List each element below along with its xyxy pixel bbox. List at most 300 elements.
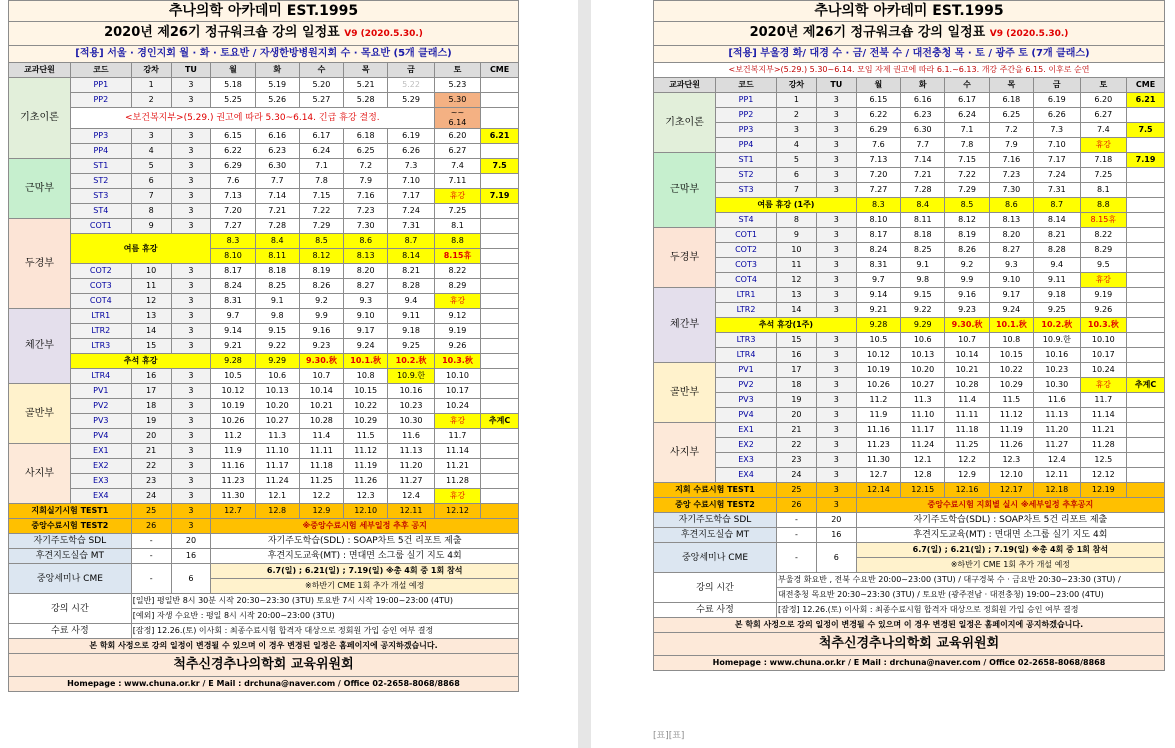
schedule-cell: 5 — [131, 159, 171, 174]
schedule-cell: 1 — [776, 93, 816, 108]
schedule-cell: 7.16 — [989, 153, 1033, 168]
schedule-cell: 9.19 — [1080, 288, 1127, 303]
schedule-cell — [1127, 468, 1165, 483]
schedule-cell: 9.3 — [989, 258, 1033, 273]
schedule-cell: 11.25 — [299, 474, 343, 489]
break-date: 9.29 — [901, 318, 945, 333]
schedule-cell: EX1 — [716, 423, 777, 438]
schedule-cell: 7.6 — [211, 174, 255, 189]
schedule-cell — [481, 369, 519, 384]
table-row — [9, 204, 519, 219]
schedule-cell: 11.26 — [989, 438, 1033, 453]
schedule-cell: 12.10 — [344, 504, 388, 519]
schedule-cell: 7.21 — [255, 204, 299, 219]
schedule-cell: 8.17 — [856, 228, 900, 243]
schedule-cell — [481, 339, 519, 354]
mt-text: 후견지도교육(MT) : 면대면 소그룹 실기 지도 4회 — [856, 528, 1164, 543]
schedule-cell — [481, 504, 519, 519]
schedule-cell: 15 — [776, 333, 816, 348]
schedule-cell: 12.16 — [945, 483, 989, 498]
schedule-cell — [481, 264, 519, 279]
schedule-cell: 7.14 — [255, 189, 299, 204]
schedule-cell: 3 — [816, 243, 856, 258]
schedule-cell: 10.16 — [1034, 348, 1081, 363]
schedule-cell: 6.24 — [945, 108, 989, 123]
chuseok-break: 추석 휴강(1주) — [716, 318, 857, 333]
schedule-cell — [481, 309, 519, 324]
schedule-cell: 11.9 — [856, 408, 900, 423]
schedule-cell: EX4 — [70, 489, 131, 504]
schedule-cell: 7.24 — [388, 204, 434, 219]
schedule-cell: 7.29 — [299, 219, 343, 234]
table-row — [9, 174, 519, 189]
schedule-cell: 9.3 — [344, 294, 388, 309]
schedule-cell: 10.14 — [945, 348, 989, 363]
schedule-cell: 20 — [776, 408, 816, 423]
schedule-cell — [1127, 108, 1165, 123]
schedule-cell — [1127, 258, 1165, 273]
schedule-cell: 10.28 — [945, 378, 989, 393]
schedule-cell: 7.19 — [1127, 153, 1165, 168]
schedule-cell: 8.12 — [945, 213, 989, 228]
test1-label: 지회실기시험 TEST1 — [9, 504, 132, 519]
schedule-cell: 7.15 — [299, 189, 343, 204]
time-label: 강의 시간 — [654, 573, 777, 603]
schedule-cell — [481, 399, 519, 414]
schedule-cell: 11.19 — [989, 423, 1033, 438]
cme-row — [654, 543, 1165, 558]
schedule-cell: 9 — [131, 219, 171, 234]
schedule-cell — [1127, 243, 1165, 258]
schedule-cell: COT3 — [70, 279, 131, 294]
sdl-label: 자기주도학습 SDL — [9, 534, 132, 549]
schedule-cell: 10.24 — [434, 399, 480, 414]
schedule-cell: 3 — [171, 444, 211, 459]
schedule-cell: 18 — [131, 399, 171, 414]
schedule-cell: 3 — [171, 78, 211, 93]
table-row — [9, 309, 519, 324]
schedule-cell: 6.27 — [1080, 108, 1127, 123]
schedule-cell: 5.18 — [211, 78, 255, 93]
schedule-cell: 3 — [171, 189, 211, 204]
schedule-cell: EX2 — [716, 438, 777, 453]
schedule-cell: 3 — [171, 204, 211, 219]
schedule-cell: 8.22 — [1080, 228, 1127, 243]
schedule-cell: 3 — [816, 303, 856, 318]
schedule-title: 2020년 제26기 정규워크숍 강의 일정표 V9 (2020.5.30.) — [654, 22, 1165, 46]
schedule-cell: 3 — [816, 348, 856, 363]
break-date: 10.3.秋 — [1080, 318, 1127, 333]
schedule-cell: 12 — [776, 273, 816, 288]
schedule-cell: 12.2 — [945, 453, 989, 468]
table-row — [654, 363, 1165, 378]
schedule-cell: 12.9 — [945, 468, 989, 483]
col-header: 화 — [901, 78, 945, 93]
schedule-cell: 12.3 — [344, 489, 388, 504]
academy-title: 추나의학 아카데미 EST.1995 — [9, 1, 519, 22]
schedule-cell: 12.18 — [1034, 483, 1081, 498]
schedule-cell: 7.13 — [856, 153, 900, 168]
schedule-page-right — [653, 0, 1165, 671]
schedule-cell: 3 — [171, 174, 211, 189]
cme-note: ※하반기 CME 1회 추가 개설 예정 — [856, 558, 1164, 573]
header-row — [9, 63, 519, 78]
schedule-cell: 3 — [816, 483, 856, 498]
schedule-cell: 7.4 — [1080, 123, 1127, 138]
schedule-cell: 12.11 — [1034, 468, 1081, 483]
schedule-cell: 8.11 — [901, 213, 945, 228]
table-row — [9, 354, 519, 369]
unit-label: 근막부 — [654, 153, 716, 228]
col-header: 코드 — [70, 63, 131, 78]
schedule-cell: 9.14 — [211, 324, 255, 339]
schedule-cell: 10.29 — [989, 378, 1033, 393]
schedule-cell: 6.25 — [344, 144, 388, 159]
cert-row — [654, 603, 1165, 618]
schedule-cell: 7.7 — [255, 174, 299, 189]
schedule-cell: 5.22 — [388, 78, 434, 93]
col-header: CME — [1127, 78, 1165, 93]
schedule-cell: PP2 — [70, 93, 131, 108]
schedule-cell: 10.30 — [388, 414, 434, 429]
schedule-cell: 8.18 — [901, 228, 945, 243]
schedule-cell: 11.14 — [1080, 408, 1127, 423]
schedule-cell: 10.29 — [344, 414, 388, 429]
schedule-cell: 5.19 — [255, 78, 299, 93]
schedule-cell: 7.22 — [299, 204, 343, 219]
closure-range: ~~ 6.14 — [434, 108, 480, 129]
schedule-cell: 9.17 — [344, 324, 388, 339]
col-header: 강차 — [776, 78, 816, 93]
schedule-cell: PV3 — [70, 414, 131, 429]
schedule-cell: 11.6 — [1034, 393, 1081, 408]
table-row — [9, 474, 519, 489]
mt-row — [9, 549, 519, 564]
schedule-cell: 7.6 — [856, 138, 900, 153]
schedule-cell: 11.5 — [344, 429, 388, 444]
schedule-cell: 7.5 — [1127, 123, 1165, 138]
schedule-cell: 3 — [171, 93, 211, 108]
schedule-cell: 10.14 — [299, 384, 343, 399]
schedule-cell: 7.13 — [211, 189, 255, 204]
mt-row — [654, 528, 1165, 543]
schedule-cell: 12.15 — [901, 483, 945, 498]
schedule-cell: 7.2 — [344, 159, 388, 174]
schedule-cell: 7.5 — [481, 159, 519, 174]
table-row — [9, 339, 519, 354]
header-row — [654, 78, 1165, 93]
schedule-cell: 9.21 — [856, 303, 900, 318]
table-row — [654, 303, 1165, 318]
schedule-cell: 10 — [131, 264, 171, 279]
schedule-cell: 9.22 — [255, 339, 299, 354]
schedule-cell: ST1 — [70, 159, 131, 174]
schedule-cell: 8.21 — [388, 264, 434, 279]
schedule-cell: 11.17 — [901, 423, 945, 438]
col-header: 코드 — [716, 78, 777, 93]
table-row — [9, 219, 519, 234]
schedule-cell: 5.23 — [434, 78, 480, 93]
col-header: 월 — [211, 63, 255, 78]
schedule-cell: 5.25 — [211, 93, 255, 108]
schedule-cell: 8.1 — [434, 219, 480, 234]
schedule-cell: 12.7 — [856, 468, 900, 483]
unit-label: 근막부 — [9, 159, 71, 219]
schedule-cell: 11.10 — [901, 408, 945, 423]
col-header: 금 — [1034, 78, 1081, 93]
col-header: 토 — [434, 63, 480, 78]
schedule-cell: 6.15 — [856, 93, 900, 108]
schedule-cell: 10.6 — [901, 333, 945, 348]
mt-label: 후견지도실습 MT — [654, 528, 777, 543]
table-row — [654, 153, 1165, 168]
schedule-cell: 10.23 — [1034, 363, 1081, 378]
schedule-cell: 12.14 — [856, 483, 900, 498]
schedule-cell: 11.21 — [434, 459, 480, 474]
academy-title: 추나의학 아카데미 EST.1995 — [654, 1, 1165, 22]
schedule-cell: 5.30 — [434, 93, 480, 108]
schedule-cell: 16 — [816, 528, 856, 543]
schedule-cell: 3 — [816, 93, 856, 108]
schedule-cell: 6.26 — [388, 144, 434, 159]
schedule-cell: 10.20 — [901, 363, 945, 378]
mt-text: 후견지도교육(MT) : 면대면 소그룹 실기 지도 4회 — [211, 549, 519, 564]
schedule-cell: 추계C — [1127, 378, 1165, 393]
test2-row — [9, 519, 519, 534]
schedule-cell: 10.9.한 — [1034, 333, 1081, 348]
schedule-cell: 9.18 — [1034, 288, 1081, 303]
schedule-cell: 3 — [171, 519, 211, 534]
schedule-cell: 11.14 — [434, 444, 480, 459]
schedule-cell: LTR1 — [70, 309, 131, 324]
schedule-cell: 6.18 — [989, 93, 1033, 108]
schedule-cell: 11.19 — [344, 459, 388, 474]
schedule-cell: 12.4 — [388, 489, 434, 504]
mt-label: 후견지도실습 MT — [9, 549, 132, 564]
break-date: 9.28 — [211, 354, 255, 369]
schedule-cell: EX3 — [70, 474, 131, 489]
schedule-cell: 11.27 — [1034, 438, 1081, 453]
schedule-cell: 9.26 — [434, 339, 480, 354]
break-date: 8.12 — [299, 249, 343, 264]
schedule-cell: 10.5 — [211, 369, 255, 384]
table-row — [9, 108, 519, 129]
schedule-cell — [1127, 333, 1165, 348]
schedule-cell: 7.17 — [1034, 153, 1081, 168]
schedule-cell: 9.10 — [344, 309, 388, 324]
schedule-cell: 9.9 — [299, 309, 343, 324]
schedule-cell — [481, 174, 519, 189]
col-header: 목 — [344, 63, 388, 78]
table-row — [654, 273, 1165, 288]
col-header: 수 — [299, 63, 343, 78]
break-date: 10.2.秋 — [388, 354, 434, 369]
table-row — [9, 264, 519, 279]
schedule-cell: ST1 — [716, 153, 777, 168]
schedule-cell: 11.24 — [901, 438, 945, 453]
schedule-cell: - — [131, 564, 171, 594]
schedule-cell: 11.11 — [945, 408, 989, 423]
cme-dates: 6.7(일) ; 6.21(일) ; 7.19(일) ※총 4회 중 1회 참석 — [856, 543, 1164, 558]
schedule-cell — [481, 93, 519, 108]
schedule-cell — [1127, 168, 1165, 183]
col-header: 수 — [945, 78, 989, 93]
schedule-cell: 3 — [171, 129, 211, 144]
schedule-cell: 9.2 — [299, 294, 343, 309]
schedule-cell: 3 — [816, 108, 856, 123]
schedule-cell: PV4 — [70, 429, 131, 444]
cme-label: 중앙세미나 CME — [654, 543, 777, 573]
schedule-cell: PP2 — [716, 108, 777, 123]
schedule-cell: ST2 — [70, 174, 131, 189]
schedule-cell: - — [776, 543, 816, 573]
col-header: 화 — [255, 63, 299, 78]
schedule-cell: 7.20 — [856, 168, 900, 183]
footnote: 본 학회 사정으로 강의 일정이 변경될 수 있으며 이 경우 변경된 일정은 홈페이지에 공지하겠습니다. — [654, 618, 1165, 633]
schedule-cell: 6.25 — [989, 108, 1033, 123]
schedule-cell: 9.10 — [989, 273, 1033, 288]
break-date: 8.11 — [255, 249, 299, 264]
schedule-cell: 7.27 — [856, 183, 900, 198]
schedule-cell: 11.20 — [388, 459, 434, 474]
schedule-cell: 3 — [816, 138, 856, 153]
schedule-cell: 7.30 — [989, 183, 1033, 198]
schedule-cell: 25 — [131, 504, 171, 519]
time-row — [9, 594, 519, 609]
schedule-cell: 10.23 — [388, 399, 434, 414]
schedule-cell: 24 — [131, 489, 171, 504]
schedule-cell: LTR4 — [70, 369, 131, 384]
schedule-cell: 11.30 — [211, 489, 255, 504]
schedule-cell: 20 — [816, 513, 856, 528]
schedule-cell: 11.4 — [945, 393, 989, 408]
schedule-cell: 9.14 — [856, 288, 900, 303]
schedule-cell: 9.26 — [1080, 303, 1127, 318]
table-row — [654, 453, 1165, 468]
schedule-cell: 6 — [171, 564, 211, 594]
schedule-cell: 3 — [776, 123, 816, 138]
schedule-cell: 19 — [131, 414, 171, 429]
schedule-cell: 14 — [131, 324, 171, 339]
schedule-cell: 3 — [816, 123, 856, 138]
schedule-cell — [1127, 198, 1165, 213]
schedule-cell: 22 — [131, 459, 171, 474]
schedule-cell: 11.9 — [211, 444, 255, 459]
schedule-cell — [481, 324, 519, 339]
schedule-cell: 7.14 — [901, 153, 945, 168]
table-row — [654, 243, 1165, 258]
break-date: 8.7 — [1034, 198, 1081, 213]
schedule-cell: 6.19 — [388, 129, 434, 144]
schedule-cell: 10.7 — [945, 333, 989, 348]
schedule-cell: 3 — [816, 213, 856, 228]
schedule-cell: 12.19 — [1080, 483, 1127, 498]
schedule-cell — [481, 144, 519, 159]
schedule-cell: 3 — [171, 309, 211, 324]
table-marker: [표][표] — [653, 731, 685, 741]
schedule-cell: 6.26 — [1034, 108, 1081, 123]
schedule-cell: ST4 — [716, 213, 777, 228]
schedule-cell: 9.21 — [211, 339, 255, 354]
schedule-cell: 6.20 — [1080, 93, 1127, 108]
schedule-cell: 23 — [131, 474, 171, 489]
schedule-cell: 8.26 — [945, 243, 989, 258]
schedule-cell: 9.17 — [989, 288, 1033, 303]
contact-info: Homepage : www.chuna.or.kr / E Mail : drchuna@naver.com / Office 02-2658-8068/8868 — [9, 677, 519, 692]
schedule-cell: 3 — [171, 264, 211, 279]
schedule-cell: 8 — [776, 213, 816, 228]
schedule-cell: 휴강 — [1080, 138, 1127, 153]
schedule-cell: 12.10 — [989, 468, 1033, 483]
version-label: V9 (2020.5.30.) — [344, 29, 423, 39]
schedule-cell: 7.16 — [344, 189, 388, 204]
schedule-cell: 9.7 — [211, 309, 255, 324]
schedule-cell: 12.9 — [299, 504, 343, 519]
schedule-cell: 17 — [131, 384, 171, 399]
schedule-cell: 4 — [776, 138, 816, 153]
schedule-cell: 6.15 — [211, 129, 255, 144]
schedule-cell — [1127, 228, 1165, 243]
break-date: 8.6 — [989, 198, 1033, 213]
unit-label: 사지부 — [9, 444, 71, 504]
sdl-row — [654, 513, 1165, 528]
schedule-cell: 6.19 — [1034, 93, 1081, 108]
col-header: TU — [816, 78, 856, 93]
schedule-cell: 9.2 — [945, 258, 989, 273]
schedule-cell: 7.15 — [945, 153, 989, 168]
table-row — [654, 93, 1165, 108]
schedule-cell: 7.29 — [945, 183, 989, 198]
schedule-cell: 11.7 — [434, 429, 480, 444]
schedule-cell — [481, 219, 519, 234]
schedule-cell: 12.3 — [989, 453, 1033, 468]
schedule-cell: 1 — [131, 78, 171, 93]
col-header: 교과단원 — [654, 78, 716, 93]
table-row — [9, 144, 519, 159]
schedule-cell: 3 — [816, 438, 856, 453]
schedule-cell: 9.15 — [255, 324, 299, 339]
schedule-cell: 12.12 — [434, 504, 480, 519]
schedule-cell: 11.25 — [945, 438, 989, 453]
table-row — [654, 198, 1165, 213]
schedule-cell: 11.23 — [856, 438, 900, 453]
schedule-cell: 8.19 — [299, 264, 343, 279]
schedule-cell: 6.30 — [901, 123, 945, 138]
schedule-cell: 3 — [171, 219, 211, 234]
schedule-cell: 3 — [816, 498, 856, 513]
schedule-cell: 9.16 — [299, 324, 343, 339]
schedule-cell: 7.31 — [388, 219, 434, 234]
schedule-cell — [481, 429, 519, 444]
schedule-cell: 10.21 — [299, 399, 343, 414]
schedule-cell — [481, 108, 519, 129]
schedule-cell: 22 — [776, 438, 816, 453]
schedule-cell: 25 — [776, 483, 816, 498]
schedule-cell: 3 — [171, 489, 211, 504]
schedule-cell: PV3 — [716, 393, 777, 408]
schedule-cell: 10.24 — [1080, 363, 1127, 378]
time-line-1: 부울경 화요반 , 전북 수요반 20:00~23:00 (3TU) / 대구경북 수 · 금요반 20:30~23:30 (3TU) / — [776, 573, 1164, 588]
schedule-cell — [481, 234, 519, 249]
schedule-cell: 11.2 — [211, 429, 255, 444]
schedule-cell: PP4 — [70, 144, 131, 159]
schedule-cell: COT1 — [70, 219, 131, 234]
schedule-cell: 11.2 — [856, 393, 900, 408]
org-name: 척추신경추나의학회 교육위원회 — [654, 633, 1165, 656]
schedule-cell: 6.22 — [211, 144, 255, 159]
schedule-cell: 7 — [131, 189, 171, 204]
schedule-cell: LTR3 — [716, 333, 777, 348]
